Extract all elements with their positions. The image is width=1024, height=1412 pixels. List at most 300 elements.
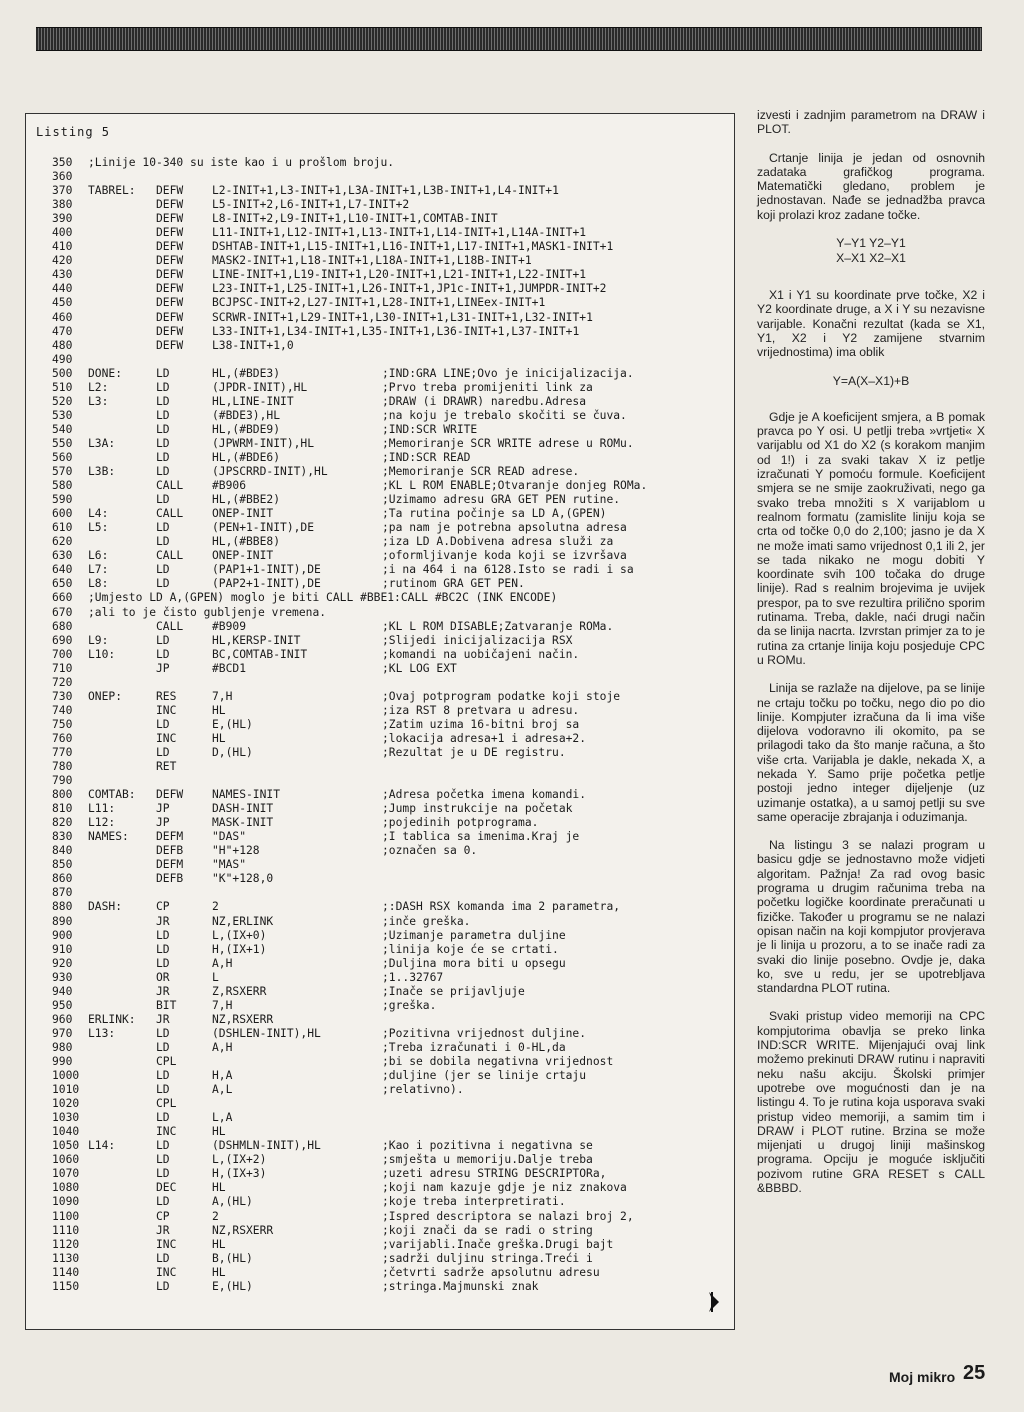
line-number: 580: [52, 479, 73, 493]
line-opcode: JP: [156, 816, 170, 830]
article-paragraph: Na listingu 3 se nalazi program u basicu gdje se jednostavno može vidjeti algoritam. Pažnja! Za rad ovog basic programa u drugim računima treba na početku logičke koordinate preračunati u fizičke. Također u programu se ne nalazi opisan način na koji kompjutor provjerava je li linija u prozoru, a to se inače radi za svaki dio linije posebno. Ovdje je, daka ko, sve u redu, jer se upotrebljava standardna PLOT rutina.: [757, 838, 985, 996]
line-number: 430: [52, 268, 73, 282]
line-opcode: DEFW: [156, 268, 184, 282]
line-label: L6:: [88, 549, 109, 563]
line-comment: ;greška.: [382, 998, 437, 1012]
line-comment: ;i na 464 i na 6128.Isto se radi i sa: [382, 563, 634, 577]
line-label: COMTAB:: [88, 788, 136, 802]
line-number: 1020: [52, 1097, 80, 1111]
line-number: 930: [52, 970, 73, 984]
line-label: L3B:: [88, 465, 116, 479]
listing-line: [52, 746, 728, 760]
line-operand: B,(HL): [212, 1251, 253, 1265]
line-equation-ratio: [757, 236, 985, 266]
listing-line: [52, 1195, 728, 1209]
line-operand: H,A: [212, 1069, 233, 1083]
listing-line: [52, 591, 728, 605]
listing-line: [52, 184, 728, 198]
line-operand: ONEP-INIT: [212, 507, 274, 521]
line-comment: ;varijabli.Inače greška.Drugi bajt: [382, 1237, 614, 1251]
line-comment: ;rutinom GRA GET PEN.: [382, 577, 525, 591]
line-number: 550: [52, 436, 73, 450]
line-number: 620: [52, 535, 73, 549]
line-number: 940: [52, 984, 73, 998]
line-number: 980: [52, 1040, 73, 1054]
line-operand: HL: [212, 1125, 226, 1139]
listing-line: [52, 634, 728, 648]
line-operand: (#BDE3),HL: [212, 408, 281, 422]
line-comment: ;Uzimanje parametra duljine: [382, 928, 566, 942]
line-number: 490: [52, 352, 73, 366]
line-opcode: RET: [156, 760, 177, 774]
listing-line: [52, 1111, 728, 1125]
listing-line: [52, 1238, 728, 1252]
listing-line: [52, 268, 728, 282]
listing-line: [52, 549, 728, 563]
line-operand: SCRWR-INIT+1,L29-INIT+1,L30-INIT+1,L31-INIT+1,L32-INIT+1: [212, 310, 593, 324]
line-operand: DSHTAB-INIT+1,L15-INIT+1,L16-INIT+1,L17-INIT+1,MASK1-INIT+1: [212, 240, 614, 254]
line-number: 390: [52, 212, 73, 226]
line-number: 380: [52, 198, 73, 212]
listing-line: [52, 381, 728, 395]
line-number: 360: [52, 170, 73, 184]
line-number: 1050: [52, 1139, 80, 1153]
line-operand: HL,(#BBE2): [212, 493, 281, 507]
line-comment: ;IND:SCR WRITE: [382, 422, 478, 436]
line-number: 560: [52, 450, 73, 464]
line-comment: ;označen sa 0.: [382, 844, 478, 858]
line-number: 1090: [52, 1195, 80, 1209]
line-number: 650: [52, 577, 73, 591]
listing-line: [52, 311, 728, 325]
line-operand: A,H: [212, 1040, 233, 1054]
listing-line: [52, 1027, 728, 1041]
article-column: [757, 108, 985, 1209]
line-number: 800: [52, 788, 73, 802]
line-label: L14:: [88, 1139, 116, 1153]
line-number: 610: [52, 521, 73, 535]
line-number: 700: [52, 647, 73, 661]
line-opcode: LD: [156, 577, 170, 591]
listing-line: [52, 760, 728, 774]
line-opcode: DEC: [156, 1181, 177, 1195]
line-number: 870: [52, 886, 73, 900]
line-opcode: INC: [156, 731, 177, 745]
line-comment: ;Memoriranje SCR WRITE adrese u ROMu.: [382, 436, 634, 450]
line-number: 1150: [52, 1279, 80, 1293]
line-label: TABREL:: [88, 184, 136, 198]
line-comment: ;relativno).: [382, 1083, 464, 1097]
line-opcode: DEFW: [156, 296, 184, 310]
line-opcode: DEFM: [156, 858, 184, 872]
line-operand: HL,(#BDE6): [212, 450, 281, 464]
line-comment: ;IND:GRA LINE;Ovo je inicijalizacija.: [382, 366, 634, 380]
line-comment: ;inče greška.: [382, 914, 471, 928]
listing-line: [52, 563, 728, 577]
line-comment: ;komandi na uobičajeni način.: [382, 647, 580, 661]
line-comment: ;KL L ROM DISABLE;Zatvaranje ROMa.: [382, 619, 614, 633]
line-number: 680: [52, 619, 73, 633]
line-operand: L8-INIT+2,L9-INIT+1,L10-INIT+1,COMTAB-INIT: [212, 212, 498, 226]
line-number: 510: [52, 380, 73, 394]
line-opcode: LD: [156, 493, 170, 507]
line-number: 910: [52, 942, 73, 956]
listing-line: [52, 282, 728, 296]
line-operand: ONEP-INIT: [212, 549, 274, 563]
line-number: 920: [52, 956, 73, 970]
listing-line: [52, 872, 728, 886]
line-label: L5:: [88, 521, 109, 535]
line-opcode: CALL: [156, 507, 184, 521]
line-opcode: INC: [156, 1265, 177, 1279]
listing-line: [52, 170, 728, 184]
line-number: 990: [52, 1055, 73, 1068]
line-label: L4:: [88, 507, 109, 521]
listing-line: [52, 479, 728, 493]
line-opcode: DEFW: [156, 254, 184, 268]
listing-line: [52, 409, 728, 423]
line-opcode: LD: [156, 1139, 170, 1153]
line-operand: A,H: [212, 956, 233, 970]
line-label: L11:: [88, 802, 116, 816]
listing-line: [52, 1069, 728, 1083]
line-comment: ;Inače se prijavljuje: [382, 984, 525, 998]
formula-bottom: X–X1 X2–X1: [836, 251, 906, 266]
line-opcode: LD: [156, 745, 170, 759]
line-operand: A,(HL): [212, 1195, 253, 1209]
line-opcode: JP: [156, 802, 170, 816]
line-operand: L5-INIT+2,L6-INIT+1,L7-INIT+2: [212, 198, 410, 212]
listing-line: [52, 1139, 728, 1153]
line-operand: HL: [212, 1181, 226, 1195]
magazine-name: Moj mikro: [889, 1369, 956, 1385]
line-number: 590: [52, 493, 73, 507]
line-number: 370: [52, 184, 73, 198]
line-opcode: LD: [156, 1167, 170, 1181]
line-opcode: LD: [156, 633, 170, 647]
line-opcode: OR: [156, 970, 170, 984]
listing-box: [25, 113, 735, 1330]
line-comment: ;Pozitivna vrijednost duljine.: [382, 1026, 587, 1040]
listing-line: [52, 423, 728, 437]
line-number: 860: [52, 872, 73, 886]
line-opcode: LD: [156, 1026, 170, 1040]
header-stripe-bar: [36, 27, 982, 51]
listing-line: [52, 648, 728, 662]
line-comment: ;DRAW (i DRAWR) naredbu.Adresa: [382, 394, 587, 408]
line-comment: ;na koju je trebalo skočiti se čuva.: [382, 408, 627, 422]
listing-line: [52, 886, 728, 900]
line-number: 540: [52, 422, 73, 436]
line-operand: #B906: [212, 479, 247, 493]
listing-line: [52, 1013, 728, 1027]
line-operand: HL: [212, 731, 226, 745]
line-comment: ;pa nam je potrebna apsolutna adresa: [382, 521, 627, 535]
line-label: L7:: [88, 563, 109, 577]
line-number: 890: [52, 914, 73, 928]
listing-line: [52, 662, 728, 676]
line-comment-full: ;Umjesto LD A,(GPEN) moglo je biti CALL #BBE1:CALL #BC2C (INK ENCODE): [88, 591, 558, 605]
line-opcode: CP: [156, 1209, 170, 1223]
listing-line: [52, 395, 728, 409]
line-opcode: CALL: [156, 619, 184, 633]
line-number: 630: [52, 549, 73, 563]
listing-line: [52, 1083, 728, 1097]
line-operand: 2: [212, 900, 219, 914]
line-comment: ;Ispred descriptora se nalazi broj 2,: [382, 1209, 634, 1223]
line-operand: #B909: [212, 619, 247, 633]
line-number: 400: [52, 226, 73, 240]
line-opcode: DEFW: [156, 324, 184, 338]
line-label: ONEP:: [88, 689, 123, 703]
line-opcode: DEFB: [156, 872, 184, 886]
line-label: DONE:: [88, 366, 123, 380]
line-opcode: RES: [156, 689, 177, 703]
line-label: L3:: [88, 394, 109, 408]
line-opcode: JR: [156, 1012, 170, 1026]
line-operand: NZ,RSXERR: [212, 1012, 274, 1026]
line-number: 810: [52, 802, 73, 816]
article-paragraph: Gdje je A koeficijent smjera, a B pomak pravca po Y osi. U petlji treba »vrtjeti« X varijablu od X1 do X2 (s korakom manjim od 1!) i za svaki takav X iz petlje izračunati Y pomoću formule. Koeficijent smjera se ne smije zaokruživati, nego ga svako treba množiti s X varijablom u realnom formatu (zamislite liniju koja se crta od točke 0,0 do 2,100; jasno je da X ne može imati samo vrijednost 0,1 ili 2, jer se tada nikako ne mogu dobiti Y koordinate svih 100 točaka do druge linije). Rad s realnim brojevima je uvijek prespor, pa to sve rezultira prilično sporim rutinama. Treba, dakle, naći drugi način da se linija nacrta. Izvrstan primjer za to je rutina za crtanje linija koju posjeduje CPC u ROMu.: [757, 409, 985, 667]
listing-line: [52, 1097, 728, 1111]
line-opcode: DEFW: [156, 184, 184, 198]
line-opcode: LD: [156, 1195, 170, 1209]
listing-line: [52, 240, 728, 254]
line-number: 1040: [52, 1125, 80, 1139]
line-opcode: LD: [156, 521, 170, 535]
listing-line: [52, 900, 728, 914]
line-label: L13:: [88, 1026, 116, 1040]
line-comment: ;IND:SCR READ: [382, 450, 471, 464]
line-number: 530: [52, 408, 73, 422]
line-opcode: LD: [156, 928, 170, 942]
line-opcode: LD: [156, 1040, 170, 1054]
line-operand: L11-INIT+1,L12-INIT+1,L13-INIT+1,L14-INIT+1,L14A-INIT+1: [212, 226, 587, 240]
line-number: 960: [52, 1012, 73, 1026]
listing-line: [52, 844, 728, 858]
line-number: 1060: [52, 1153, 80, 1167]
listing-line: [52, 1210, 728, 1224]
line-opcode: DEFW: [156, 338, 184, 352]
listing-line: [52, 1252, 728, 1266]
line-opcode: DEFB: [156, 844, 184, 858]
line-operand: HL,(#BDE9): [212, 422, 281, 436]
line-operand: (PAP2+1-INIT),DE: [212, 577, 321, 591]
line-operand: (JPWRM-INIT),HL: [212, 436, 315, 450]
line-comment: ;Treba izračunati i 0-HL,da: [382, 1040, 566, 1054]
line-comment: ;stringa.Majmunski znak: [382, 1279, 539, 1293]
listing-line: [52, 985, 728, 999]
line-number: 850: [52, 858, 73, 872]
line-comment: ;duljine (jer se linije crtaju: [382, 1069, 587, 1083]
listing-line: [52, 788, 728, 802]
continue-arrow-icon: [705, 1290, 723, 1314]
line-number: 880: [52, 900, 73, 914]
listing-line: [52, 254, 728, 268]
line-comment: ;Kao i pozitivna i negativna se: [382, 1139, 593, 1153]
line-comment: ;Adresa početka imena komandi.: [382, 788, 587, 802]
line-number: 970: [52, 1026, 73, 1040]
line-label: L3A:: [88, 436, 116, 450]
listing-lines: [52, 156, 728, 1294]
listing-line: [52, 226, 728, 240]
listing-line: [52, 212, 728, 226]
line-opcode: LD: [156, 535, 170, 549]
line-equation: Y=A(X–X1)+B: [832, 373, 910, 388]
line-operand: HL: [212, 1265, 226, 1279]
listing-title: Listing 5: [36, 125, 111, 139]
article-paragraph: Svaki pristup video memoriji na CPC kompjutorima obavlja se preko linka IND:SCR WRITE. Mijenjajući ovaj link možemo prekinuti DRAW rutinu i napraviti neku našu akciju. Školski primjer upotrebe ove mogućnosti dan je na listingu 4. To je rutina koja usporava svaki pristup video memoriji, a samim tim i DRAW i PLOT rutine. Brzina se može mijenjati u drugoj liniji mašinskog programa. Opciju je moguće isključiti pozivom rutine GRA RESET s CALL &BBBD.: [757, 1009, 985, 1195]
listing-line: [52, 451, 728, 465]
listing-line: [52, 507, 728, 521]
listing-line: [52, 704, 728, 718]
line-number: 1000: [52, 1069, 80, 1083]
line-number: 440: [52, 282, 73, 296]
line-number: 720: [52, 675, 73, 689]
line-opcode: LD: [156, 394, 170, 408]
line-number: 670: [52, 605, 73, 619]
line-number: 570: [52, 465, 73, 479]
line-number: 1140: [52, 1265, 80, 1279]
listing-line: [52, 690, 728, 704]
line-number: 1120: [52, 1237, 80, 1251]
line-operand: NAMES-INIT: [212, 788, 281, 802]
line-operand: "MAS": [212, 858, 247, 872]
line-operand: "DAS": [212, 830, 247, 844]
listing-line: [52, 1181, 728, 1195]
line-opcode: LD: [156, 956, 170, 970]
line-comment: ;bi se dobila negativna vrijednost: [382, 1055, 614, 1068]
line-comment: ;četvrti sadrže apsolutnu adresu: [382, 1265, 600, 1279]
formula-top: Y–Y1 Y2–Y1: [836, 236, 906, 251]
line-operand: L,(IX+2): [212, 1153, 267, 1167]
line-operand: 2: [212, 1209, 219, 1223]
listing-line: [52, 535, 728, 549]
line-label: L2:: [88, 380, 109, 394]
listing-line: [52, 1055, 728, 1069]
line-operand: "H"+128: [212, 844, 260, 858]
line-opcode: LD: [156, 563, 170, 577]
line-operand: H,(IX+1): [212, 942, 267, 956]
line-number: 790: [52, 774, 73, 788]
line-label: NAMES:: [88, 830, 129, 844]
listing-line: [52, 915, 728, 929]
line-comment: ;Ovaj potprogram podatke koji stoje: [382, 689, 621, 703]
line-operand: L38-INIT+1,0: [212, 338, 294, 352]
line-opcode: LD: [156, 1111, 170, 1125]
line-opcode: LD: [156, 1251, 170, 1265]
line-opcode: DEFW: [156, 198, 184, 212]
line-operand: LINE-INIT+1,L19-INIT+1,L20-INIT+1,L21-INIT+1,L22-INIT+1: [212, 268, 587, 282]
listing-line: [52, 830, 728, 844]
line-comment: ;:DASH RSX komanda ima 2 parametra,: [382, 900, 621, 914]
line-opcode: JR: [156, 984, 170, 998]
page-number: 25: [963, 1362, 986, 1384]
line-number: 520: [52, 394, 73, 408]
listing-line: [52, 367, 728, 381]
line-operand: L33-INIT+1,L34-INIT+1,L35-INIT+1,L36-INIT+1,L37-INIT+1: [212, 324, 580, 338]
line-opcode: LD: [156, 450, 170, 464]
line-comment: ;KL LOG EXT: [382, 661, 457, 675]
line-number: 840: [52, 844, 73, 858]
line-opcode: CP: [156, 900, 170, 914]
line-comment-full: ;Linije 10-340 su iste kao i u prošlom broju.: [88, 156, 395, 169]
line-operand: MASK2-INIT+1,L18-INIT+1,L18A-INIT+1,L18B-INIT+1: [212, 254, 532, 268]
line-comment: ;Uzimamo adresu GRA GET PEN rutine.: [382, 493, 621, 507]
line-opcode: CALL: [156, 479, 184, 493]
line-opcode: LD: [156, 1279, 170, 1293]
line-opcode: LD: [156, 942, 170, 956]
listing-line: [52, 1153, 728, 1167]
line-opcode: CALL: [156, 549, 184, 563]
line-comment: ;1..32767: [382, 970, 444, 984]
line-opcode: DEFM: [156, 830, 184, 844]
line-number: 710: [52, 661, 73, 675]
line-opcode: JR: [156, 1223, 170, 1237]
listing-line: [52, 718, 728, 732]
listing-line: [52, 465, 728, 479]
line-operand: L: [212, 970, 219, 984]
line-comment: ;linija koje će se crtati.: [382, 942, 559, 956]
article-paragraph: Linija se razlaže na dijelove, pa se linije ne crtaju točku po točku, nego dio po dio linije. Kompjuter izračuna da li ima više dijelova vodoravno ili okomito, pa se prilagodi tako da što manje računa, a što više crta. Varijabla je dakle, nekada X, a nekada Y. Samo prije početka petlje postoji jedno integer dijeljenje (uz uzimanje ostatka), a u samoj petlji su sve same operacije zbrajanja i oduzimanja.: [757, 681, 985, 824]
line-number: 470: [52, 324, 73, 338]
line-number: 450: [52, 296, 73, 310]
line-label: L12:: [88, 816, 116, 830]
article-paragraph: Crtanje linija je jedan od osnovnih zadataka grafičkog programa. Matematički gledano, problem je jednostavan. Nađe se jednadžba pravca koji prolazi kroz zadane točke.: [757, 150, 985, 222]
line-operand: HL,LINE-INIT: [212, 394, 294, 408]
line-number: 1030: [52, 1111, 80, 1125]
line-operand: HL,(#BDE3): [212, 366, 281, 380]
line-comment: ;Ta rutina počinje sa LD A,(GPEN): [382, 507, 607, 521]
line-comment: ;KL L ROM ENABLE;Otvaranje donjeg ROMa.: [382, 479, 648, 493]
line-comment: ;I tablica sa imenima.Kraj je: [382, 830, 580, 844]
line-comment: ;koji nam kazuje gdje je niz znakova: [382, 1181, 627, 1195]
line-opcode: DEFW: [156, 282, 184, 296]
line-number: 900: [52, 928, 73, 942]
line-number: 460: [52, 310, 73, 324]
line-operand: L23-INIT+1,L25-INIT+1,L26-INIT+1,JP1c-INIT+1,JUMPDR-INIT+2: [212, 282, 607, 296]
line-operand: E,(HL): [212, 717, 253, 731]
line-number: 500: [52, 366, 73, 380]
line-comment: ;Rezultat je u DE registru.: [382, 745, 566, 759]
line-comment: ;koji znači da se radi o string: [382, 1223, 593, 1237]
line-number: 830: [52, 830, 73, 844]
line-label: L9:: [88, 633, 109, 647]
line-opcode: LD: [156, 408, 170, 422]
line-operand: (DSHLEN-INIT),HL: [212, 1026, 321, 1040]
line-number: 480: [52, 338, 73, 352]
listing-line: [52, 816, 728, 830]
line-comment: ;Slijedi inicijalizacija RSX: [382, 633, 573, 647]
listing-line: [52, 1266, 728, 1280]
listing-line: [52, 774, 728, 788]
line-opcode: LD: [156, 436, 170, 450]
line-operand: BCJPSC-INIT+2,L27-INIT+1,L28-INIT+1,LINEex-INIT+1: [212, 296, 546, 310]
line-number: 750: [52, 717, 73, 731]
line-comment: ;smješta u memoriju.Dalje treba: [382, 1153, 593, 1167]
line-number: 410: [52, 240, 73, 254]
line-opcode: LD: [156, 1153, 170, 1167]
line-opcode: CPL: [156, 1055, 177, 1068]
listing-line: [52, 957, 728, 971]
line-opcode: LD: [156, 1069, 170, 1083]
listing-line: [52, 156, 728, 170]
line-number: 1010: [52, 1083, 80, 1097]
line-number: 600: [52, 507, 73, 521]
line-opcode: LD: [156, 366, 170, 380]
line-number: 1110: [52, 1223, 80, 1237]
line-number: 820: [52, 816, 73, 830]
